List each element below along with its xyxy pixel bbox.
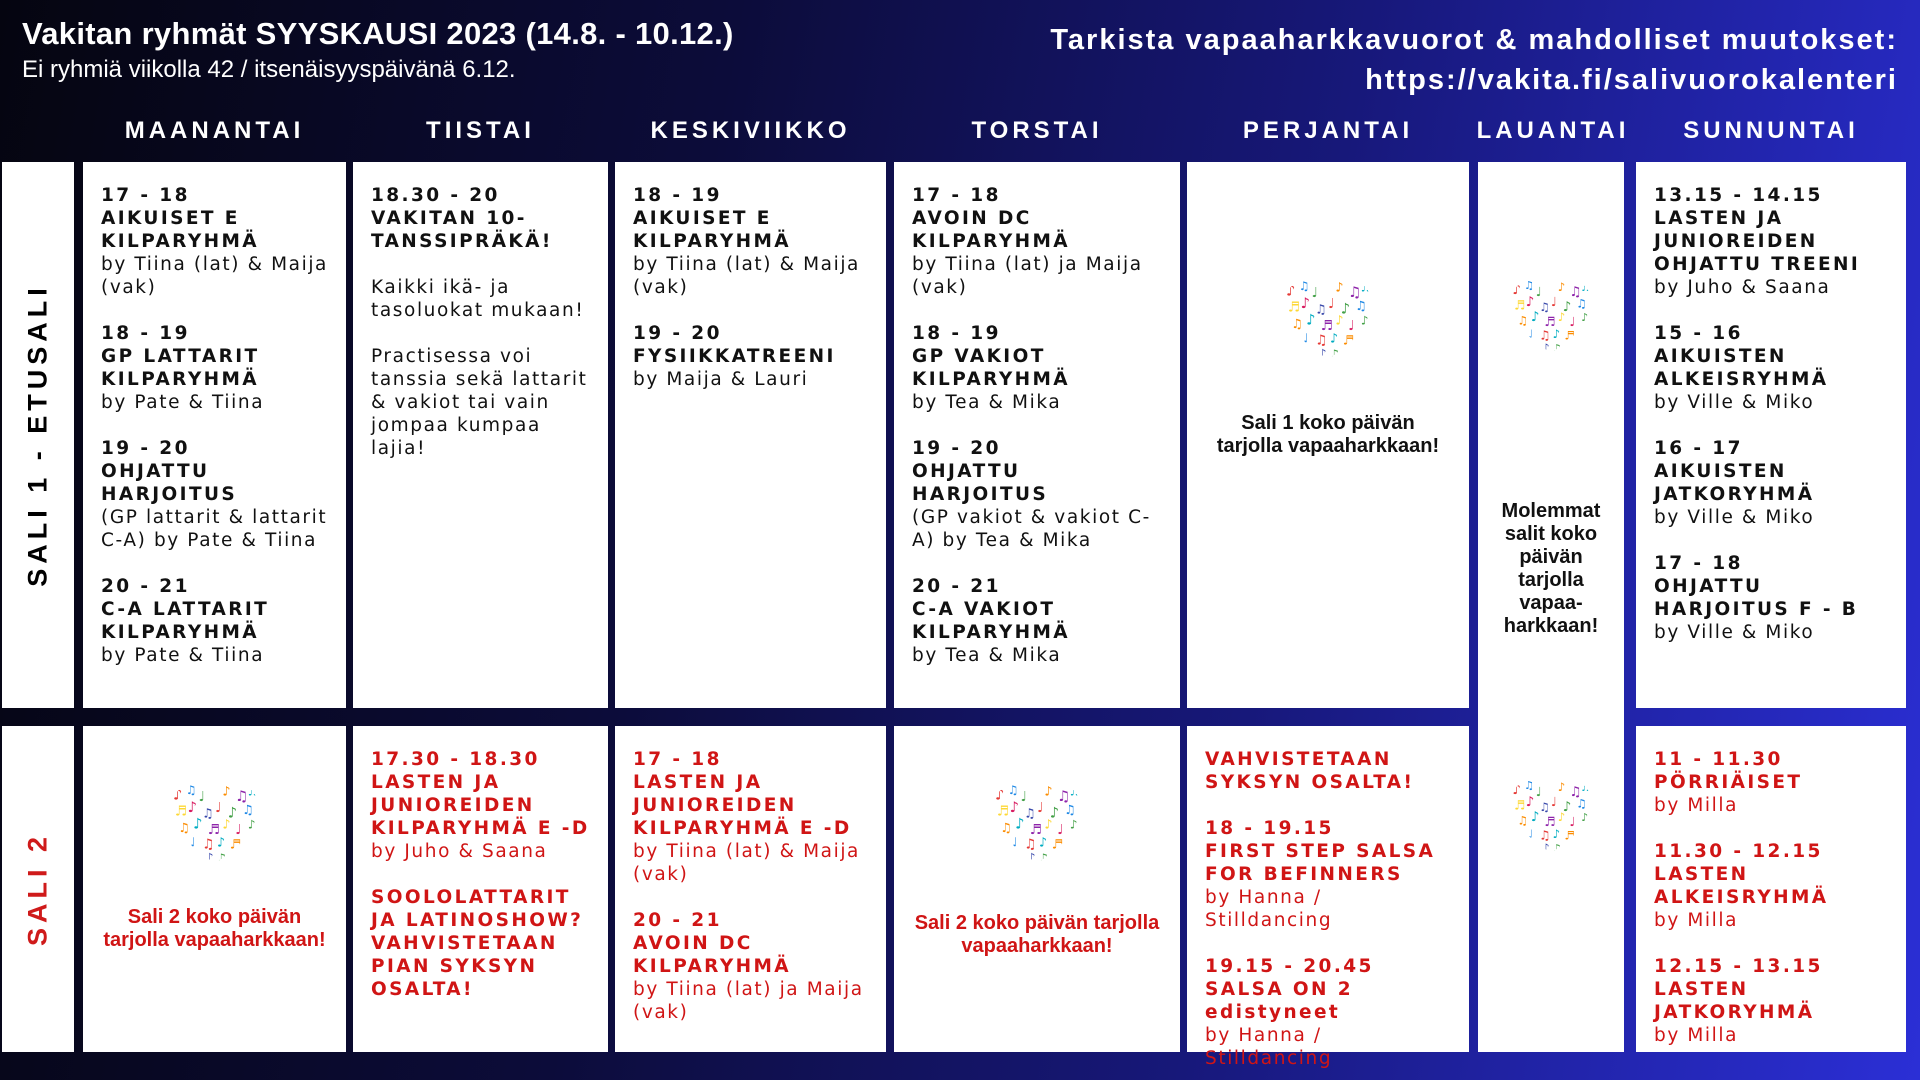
music-notes-heart-icon	[991, 781, 1083, 865]
sali2-thursday-card	[894, 726, 1180, 1052]
class-entry: 16 - 17 AIKUISTEN JATKORYHMÄ by Ville & Miko	[1654, 438, 1815, 528]
free-practice-text: Molemmat salit koko päivän tarjolla vapaa-harkkaan!	[1501, 500, 1601, 637]
class-note: SOOLOLATTARIT JA LATINOSHOW? VAHVISTETAAN PIAN SYKSYN OSALTA!	[371, 887, 584, 1000]
sali1-sunday-card	[1636, 162, 1906, 708]
class-entry: 18.30 - 20 VAKITAN 10-TANSSIPRÄKÄ!	[371, 185, 553, 252]
class-entry: 20 - 21 AVOIN DC KILPARYHMÄ by Tiina (lat) ja Maija (vak)	[633, 910, 864, 1023]
day-sunday: SUNNUNTAI	[1683, 117, 1859, 144]
sali1-friday-card	[1187, 162, 1469, 708]
class-entry: 11 - 11.30 PÖRRIÄISET by Milla	[1654, 749, 1803, 816]
sali2-sunday-card	[1636, 726, 1906, 1052]
day-thursday: TORSTAI	[971, 117, 1103, 144]
free-practice-text: Sali 2 koko päivän tarjolla vapaaharkkaan!	[914, 912, 1160, 957]
room-label-sali1: SALI 1 - ETUSALI	[2, 162, 74, 708]
music-notes-heart-icon	[1509, 777, 1593, 855]
class-entry: 15 - 16 AIKUISTEN ALKEISRYHMÄ by Ville & Miko	[1654, 323, 1829, 413]
class-entry: 17 - 18 AVOIN DC KILPARYHMÄ by Tiina (lat) ja Maija (vak)	[912, 185, 1143, 298]
header-left	[22, 16, 734, 84]
class-entry: 17 - 18 AIKUISET E KILPARYHMÄ by Tiina (lat) & Maija (vak)	[101, 185, 328, 298]
class-note: VAHVISTETAAN SYKSYN OSALTA!	[1205, 749, 1415, 793]
sali2-friday-card	[1187, 726, 1469, 1069]
class-entry: 19.15 - 20.45 SALSA ON 2 edistyneet by Hanna / Stilldancing	[1205, 956, 1374, 1069]
class-note: Kaikki ikä- ja tasoluokat mukaan!	[371, 277, 585, 321]
class-entry: 12.15 - 13.15 LASTEN JATKORYHMÄ by Milla	[1654, 956, 1823, 1046]
class-entry: 19 - 20 FYSIIKKATREENI by Maija & Lauri	[633, 323, 836, 390]
music-notes-heart-icon	[1509, 277, 1593, 355]
class-entry: 17.30 - 18.30 LASTEN JA JUNIOREIDEN KILPARYHMÄ E -D by Juho & Saana	[371, 749, 590, 862]
class-entry: 20 - 21 C-A LATTARIT KILPARYHMÄ by Pate & Tiina	[101, 576, 270, 666]
calendar-link[interactable]: https://vakita.fi/salivuorokalenteri	[1365, 64, 1898, 96]
day-wednesday: KESKIVIIKKO	[650, 117, 851, 144]
music-notes-heart-icon	[1282, 277, 1374, 361]
class-entry: 18 - 19 GP LATTARIT KILPARYHMÄ by Pate & Tiina	[101, 323, 265, 413]
day-monday: MAANANTAI	[124, 117, 305, 144]
class-entry: 17 - 18 LASTEN JA JUNIOREIDEN KILPARYHMÄ E -D by Tiina (lat) & Maija (vak)	[633, 749, 860, 885]
check-notice: Tarkista vapaaharkkavuorot & mahdolliset muutokset:	[1050, 24, 1898, 56]
sali2-tuesday-card	[353, 726, 608, 1052]
day-saturday: LAUANTAI	[1476, 117, 1630, 144]
sali2-wednesday-card	[615, 726, 886, 1052]
sali1-tuesday-card	[353, 162, 608, 708]
header-right	[1050, 20, 1898, 100]
class-entry: 19 - 20 OHJATTU HARJOITUS (GP lattarit & lattarit C-A) by Pate & Tiina	[101, 438, 328, 551]
sali1-wednesday-card	[615, 162, 886, 708]
sali1-thursday-card	[894, 162, 1180, 708]
day-friday: PERJANTAI	[1242, 117, 1414, 144]
page-title: Vakitan ryhmät SYYSKAUSI 2023 (14.8. - 10.12.)	[22, 16, 734, 51]
class-entry: 19 - 20 OHJATTU HARJOITUS (GP vakiot & vakiot C-A) by Tea & Mika	[912, 438, 1151, 551]
class-entry: 18 - 19.15 FIRST STEP SALSA FOR BEFINNERS by Hanna / Stilldancing	[1205, 818, 1436, 931]
day-tuesday: TIISTAI	[426, 117, 535, 144]
page-subtitle: Ei ryhmiä viikolla 42 / itsenäisyyspäivänä 6.12.	[22, 56, 516, 83]
class-entry: 18 - 19 GP VAKIOT KILPARYHMÄ by Tea & Mika	[912, 323, 1071, 413]
class-entry: 13.15 - 14.15 LASTEN JA JUNIOREIDEN OHJATTU TREENI by Juho & Saana	[1654, 185, 1861, 298]
class-entry: 11.30 - 12.15 LASTEN ALKEISRYHMÄ by Milla	[1654, 841, 1829, 931]
free-practice-text: Sali 2 koko päivän tarjolla vapaaharkkaan!	[103, 906, 326, 951]
room-label-sali2: SALI 2	[2, 726, 74, 1052]
class-note: Practisessa voi tanssia sekä lattarit & vakiot tai vain jompaa kumpaa lajia!	[371, 346, 588, 459]
class-entry: 18 - 19 AIKUISET E KILPARYHMÄ by Tiina (lat) & Maija (vak)	[633, 185, 860, 298]
sali1-monday-card	[83, 162, 346, 708]
free-practice-text: Sali 1 koko päivän tarjolla vapaaharkkaan!	[1216, 412, 1440, 457]
saturday-card	[1478, 162, 1624, 1052]
class-entry: 17 - 18 OHJATTU HARJOITUS F - B by Ville & Miko	[1654, 553, 1859, 643]
class-entry: 20 - 21 C-A VAKIOT KILPARYHMÄ by Tea & Mika	[912, 576, 1071, 666]
sali2-monday-card	[83, 726, 346, 1052]
music-notes-heart-icon	[169, 781, 261, 865]
